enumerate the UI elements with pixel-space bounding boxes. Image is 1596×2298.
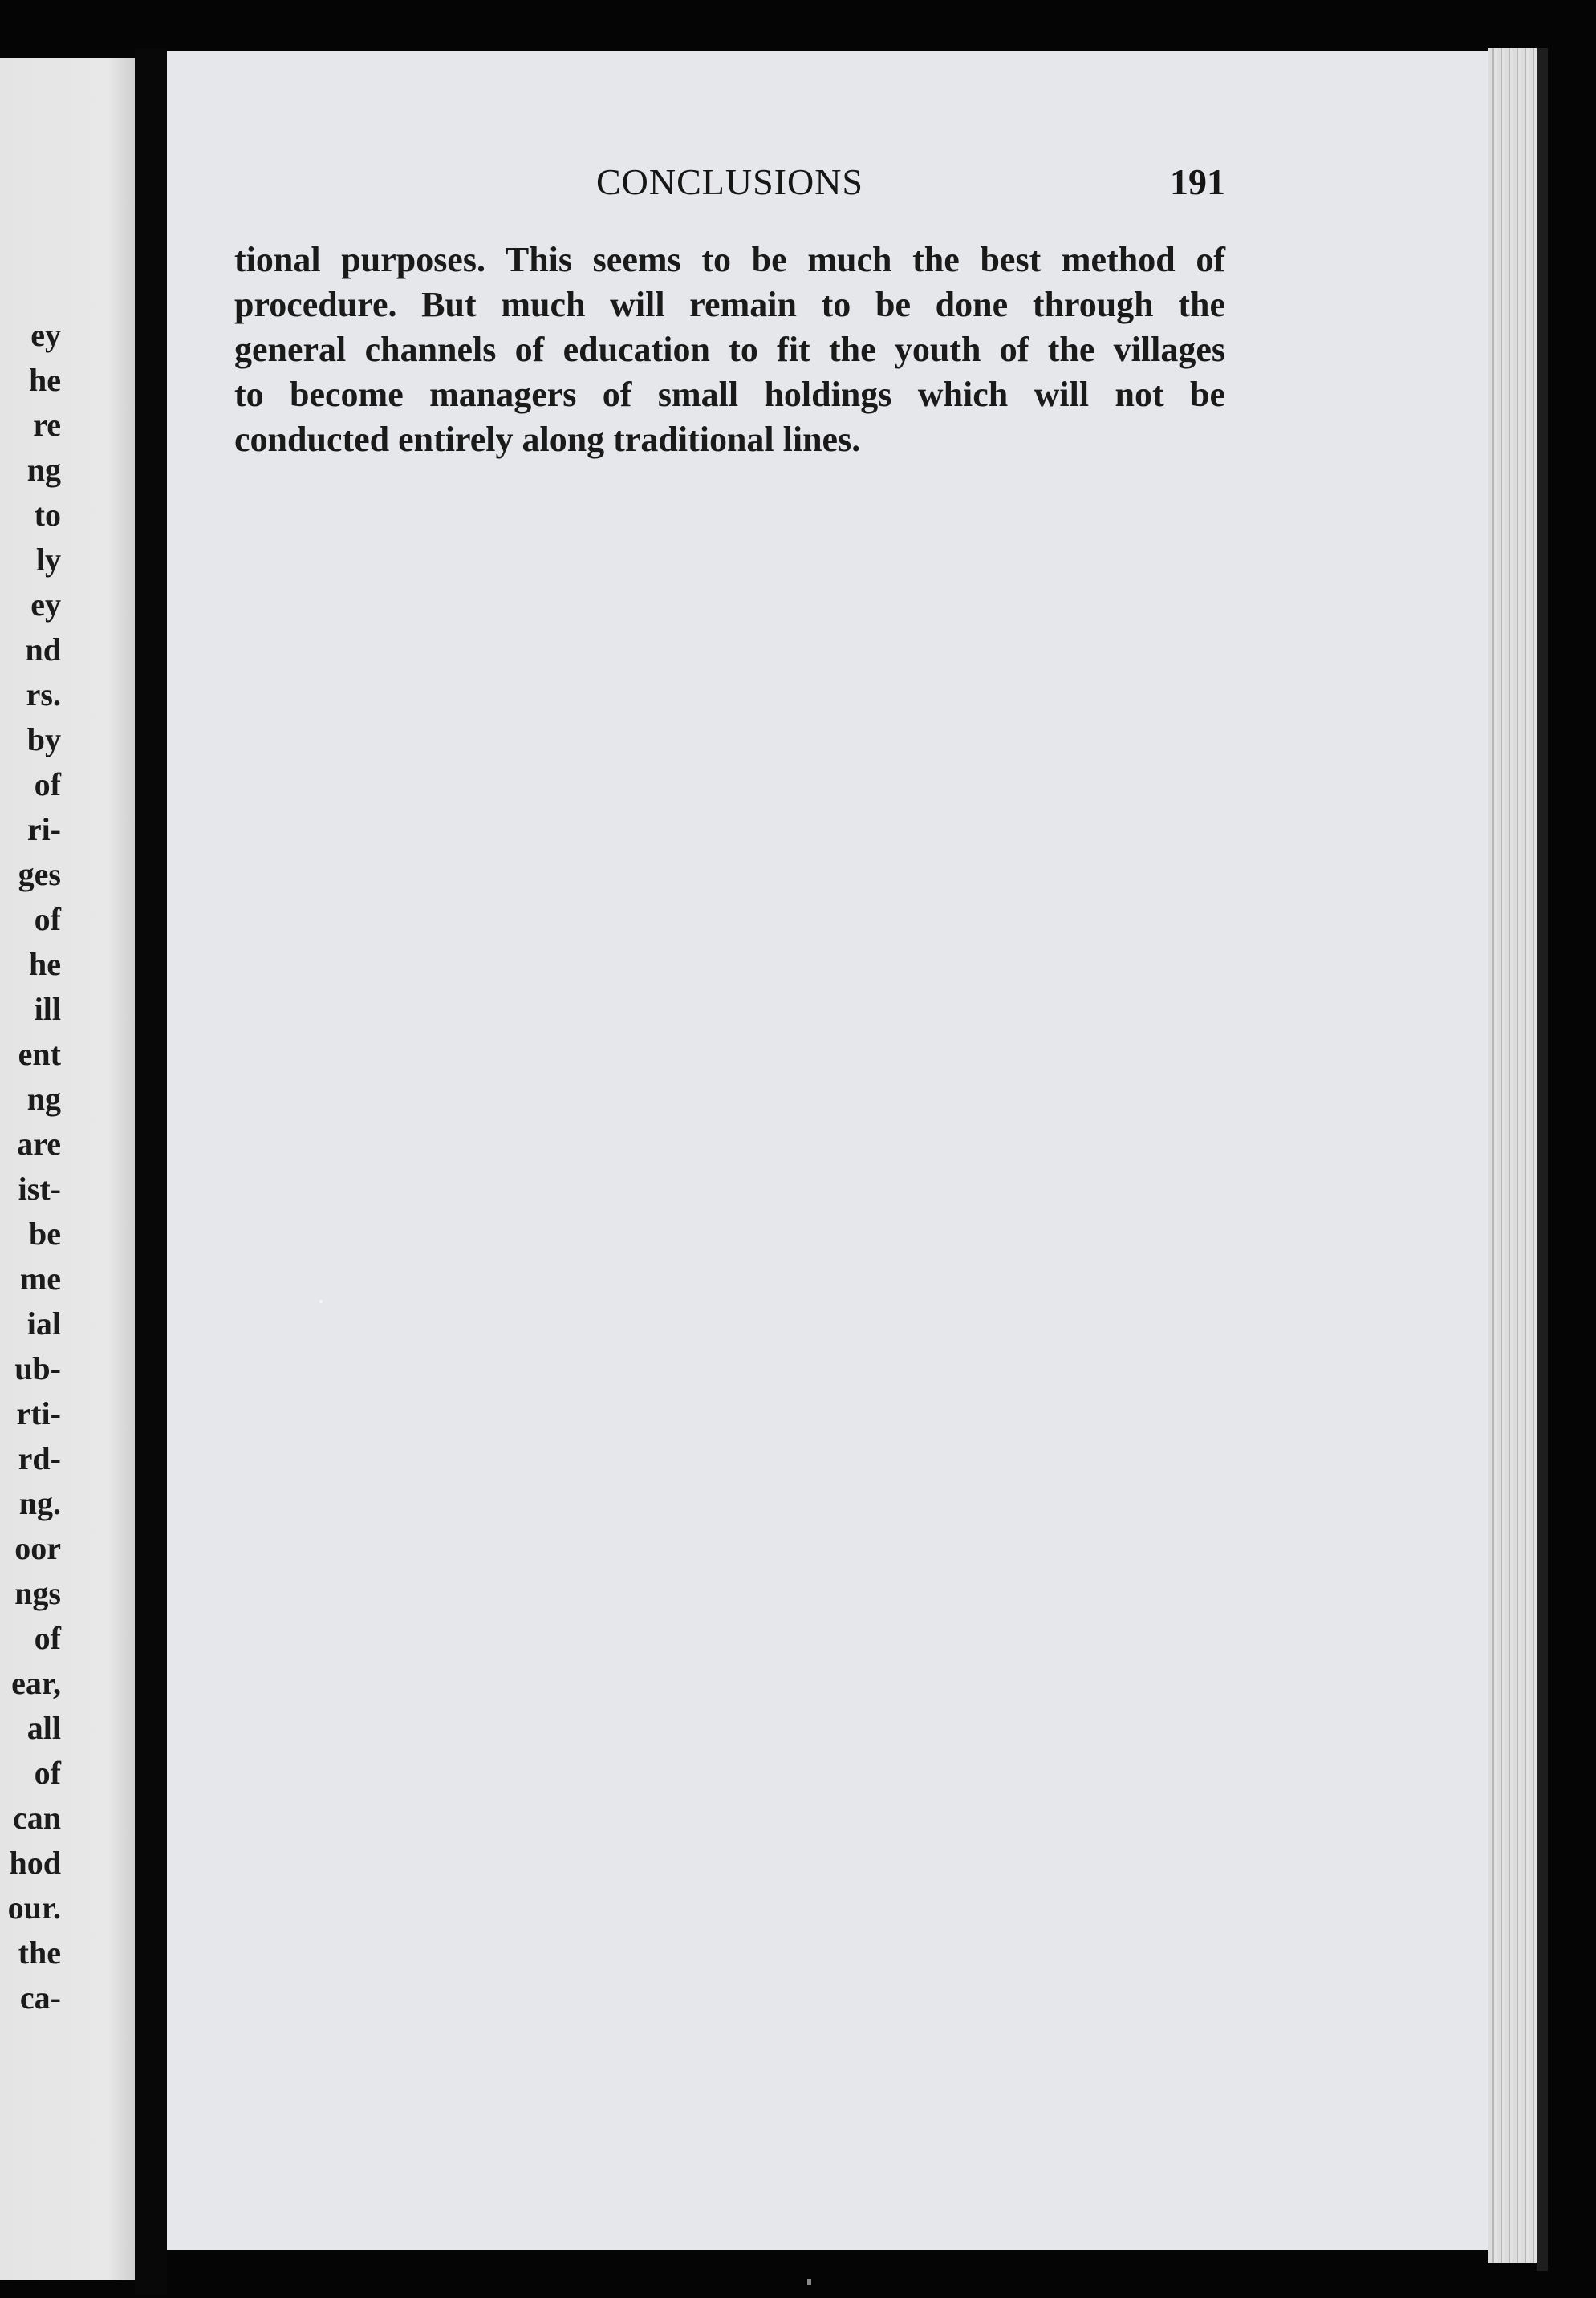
left-page-line-fragment: he [29, 946, 61, 982]
left-page-line-fragment: hod [9, 1845, 61, 1881]
left-page-line-fragment: all [26, 1710, 61, 1746]
left-page-line-fragment: ear, [11, 1665, 61, 1701]
left-page-line-fragment: our. [7, 1890, 61, 1926]
left-page [0, 58, 135, 2280]
left-page-line-fragment: he [29, 362, 61, 398]
left-page-line-fragment: ent [18, 1036, 61, 1072]
left-page-line-fragment: ial [26, 1305, 61, 1342]
left-page-line-fragment: re [33, 407, 61, 443]
left-page-line-fragment: ist- [18, 1171, 61, 1207]
text-line: general channels of education to fit the youth of the villages [234, 330, 1225, 369]
left-page-line-fragment: by [26, 721, 61, 757]
left-page-line-fragment: me [19, 1261, 61, 1297]
text-line: to become managers of small holdings which will not be [234, 375, 1225, 414]
page-title: CONCLUSIONS [595, 161, 864, 202]
text-line: tional purposes. This seems to be much the best method of [234, 240, 1225, 279]
left-page-line-fragment: to [34, 497, 61, 533]
scan-speck [807, 2279, 811, 2285]
left-page-line-fragment: of [34, 901, 61, 937]
book-gutter [135, 48, 167, 2295]
left-page-line-fragment: rd- [18, 1440, 61, 1476]
page-number: 191 [1170, 161, 1225, 202]
left-page-line-fragment: are [17, 1126, 61, 1162]
left-page-line-fragment: ngs [14, 1575, 61, 1611]
left-page-line-fragment: ng [26, 1081, 61, 1117]
left-page-line-fragment: ca- [19, 1979, 61, 2016]
left-page-line-fragment: ey [30, 317, 61, 353]
left-page-line-fragment: of [34, 1755, 61, 1791]
left-page-line-fragment: of [34, 766, 61, 802]
left-page-line-fragment: ey [30, 587, 61, 623]
left-page-line-fragment: rti- [16, 1395, 61, 1431]
left-page-line-fragment: ri- [26, 811, 61, 847]
text-line: procedure. But much will remain to be done through the [234, 285, 1225, 324]
scan-speck [319, 1300, 323, 1303]
left-page-line-fragment: rs. [26, 676, 61, 713]
left-page-line-fragment: ly [35, 542, 61, 578]
left-page-line-fragment: ill [34, 991, 61, 1027]
left-page-line-fragment: can [13, 1800, 61, 1836]
left-page-line-fragment: ng [26, 452, 61, 488]
left-page-line-fragment: oor [14, 1530, 61, 1566]
left-page-line-fragment: of [34, 1620, 61, 1656]
left-page-line-fragment: nd [25, 631, 61, 668]
left-page-text-column [0, 313, 61, 2020]
running-head [234, 160, 1225, 209]
left-page-line-fragment: be [29, 1216, 61, 1252]
body-paragraph [234, 238, 1225, 462]
left-page-line-fragment: ub- [14, 1350, 61, 1387]
left-page-line-fragment: ng. [18, 1485, 61, 1521]
book-edge [1537, 48, 1548, 2271]
left-page-line-fragment: ges [18, 856, 61, 892]
text-line: conducted entirely along traditional lines. [234, 420, 861, 459]
left-page-line-fragment: the [18, 1935, 61, 1971]
page-edges [1488, 48, 1537, 2263]
